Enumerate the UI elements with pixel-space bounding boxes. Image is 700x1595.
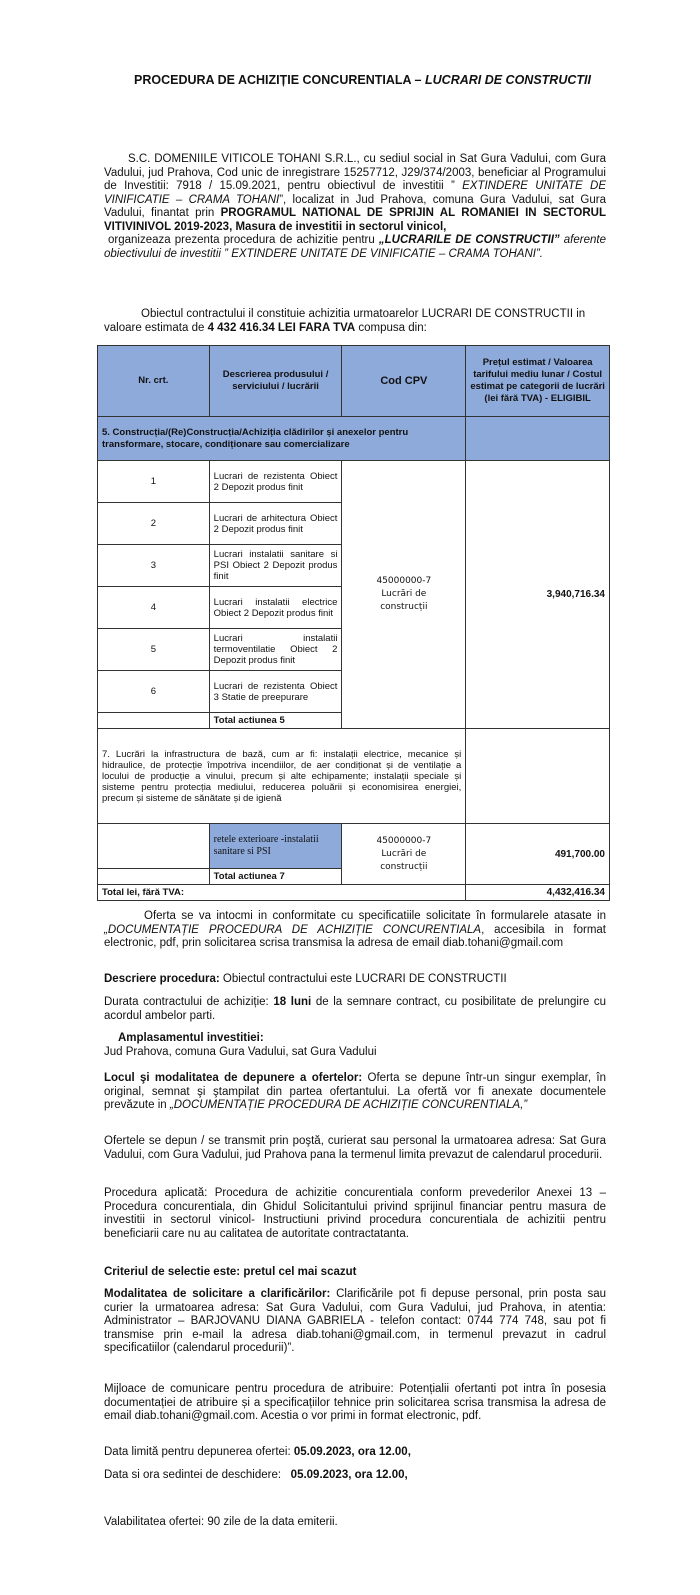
intro-objective: EXTINDERE UNITATE DE VINIFICATIE – CRAMA TOHANI xyxy=(104,180,606,206)
cpv1-desc: Lucrări de construcții xyxy=(380,589,428,612)
duration-rest: de la semnare contract, cu posibilitate de prelungire cu acordul ambelor parti. xyxy=(104,996,606,1022)
section5-label: 5. Construcția/(Re)Construcția/Achiziția clădirilor și anexelor pentru transformare, stocare, condiționare sau comercializare xyxy=(98,417,466,461)
validity-line xyxy=(104,1516,606,1530)
location-label: Amplasamentul investitiei: xyxy=(118,1032,264,1044)
intro-paragraph xyxy=(104,153,606,261)
criteria-text: Criteriul de selectie este: pretul cel mai scazut xyxy=(104,1266,357,1278)
cpv1-code: 45000000-7 xyxy=(376,576,432,586)
communication-text: Mijloace de comunicare pentru procedura de atribuire: Potențialii ofertanti pot intra în posesia documentației de atribuire și a specificațiilor tehnice prin solicitarea scrisa transmisa la adresa de email diab.tohani@gmail.com. Acestia o vor primi in format electronic, pdf. xyxy=(104,1383,606,1422)
intro-company: S.C. DOMENIILE VITICOLE TOHANI S.R.L., cu sediul social in Sat Gura Vadului, com Gura Vadului, jud Prahova, Cod unic de inregistrare 15257712, J29/374/2003, beneficiar al Programului de Investitii: 7918 / 15.09.2021, pentru obiectivul de investitii ” xyxy=(104,153,606,192)
location-block xyxy=(104,1032,606,1059)
table-header-row xyxy=(98,346,610,417)
row-nr: 1 xyxy=(98,461,210,503)
submission-para3-text: Procedura aplicată: Procedura de achizitie concurentiala conform prevederilor Anexei 13 – Procedura concurentiala, din Ghidul Solicitantului privind sprijinul financiar pentru masura de investitii in sectorul vinicol- Instructiuni privind procedura concurentiala de achizitii pentru beneficiarii care nu au calitatea de autoritate contractatanta. xyxy=(104,1187,606,1240)
clarifications-label: Modalitatea de solicitare a clarificărilor: xyxy=(104,1288,331,1300)
submission-label: Locul şi modalitatea de depunere a ofertelor: xyxy=(104,1072,363,1084)
deadline-label: Data limită pentru depunerea ofertei: xyxy=(104,1446,294,1458)
description-label: Descriere procedura: xyxy=(104,973,220,985)
opening-line xyxy=(104,1469,606,1483)
row-desc: Lucrari de arhitectura Obiect 2 Depozit produs finit xyxy=(209,503,342,545)
section7-row xyxy=(98,729,610,824)
page-title xyxy=(134,73,606,88)
opening-label: Data si ora sedintei de deschidere: xyxy=(104,1469,285,1481)
total5-empty xyxy=(98,713,210,729)
object-paragraph xyxy=(104,307,606,335)
submission-para2 xyxy=(104,1135,606,1162)
grand-total-label: Total lei, fără TVA: xyxy=(98,885,466,901)
intro-organizes: organizeaza prezenta procedura de achizitie pentru xyxy=(108,234,379,246)
total5-label: Total actiunea 5 xyxy=(209,713,342,729)
submission-doc: „DOCUMENTAȚIE PROCEDURA DE ACHIZIȚIE CONCURENTIALA,” xyxy=(169,1099,528,1111)
deadline-line xyxy=(104,1446,606,1460)
title-italic: LUCRARI DE CONSTRUCTII xyxy=(425,73,591,87)
submission-text: Oferta se depune într-un singur exemplar, în original, semnat şi ştampilat din partea ofertantului. La ofertă vor fi anexate documentele prevăzute in xyxy=(104,1072,606,1111)
offer-text: Oferta se va intocmi in conformitate cu specificatiile solicitate în formularele atasate in xyxy=(144,910,606,922)
communication-paragraph xyxy=(104,1383,606,1424)
opening-value: 05.09.2023, ora 12.00, xyxy=(290,1469,408,1481)
object-suffix: compusa din: xyxy=(355,322,427,334)
intro-location: ”, localizat in Jud Prahova, comuna Gura Vadului, sat Gura Vadului, finantat prin xyxy=(104,193,606,219)
clarifications-paragraph xyxy=(104,1288,606,1356)
cpv2-desc: Lucrări de construcții xyxy=(380,848,428,872)
row-nr: 6 xyxy=(98,671,210,713)
intro-aferente: aferente obiectivului de investitii ” EXTINDERE UNITATE DE VINIFICATIE – CRAMA TOHANI”. xyxy=(104,234,606,260)
offer-paragraph xyxy=(104,910,606,951)
object-value: 4 432 416.34 LEI FARA TVA xyxy=(207,322,356,334)
duration-text: Durata contractului de achiziție: xyxy=(104,996,274,1008)
cpv1-cell xyxy=(342,461,466,729)
offer-doc: „DOCUMENTAȚIE PROCEDURA DE ACHIZIȚIE CONCURENTIALA xyxy=(104,923,482,936)
cpv2-cell xyxy=(342,824,466,885)
item7-desc: retele exterioare -instalatii sanitare si PSI xyxy=(209,824,342,869)
location-text: Jud Prahova, comuna Gura Vadului, sat Gura Vadului xyxy=(104,1045,377,1058)
description-paragraph xyxy=(104,973,606,987)
row-desc: Lucrari de rezistenta Obiect 2 Depozit produs finit xyxy=(209,461,342,503)
section5-empty xyxy=(466,417,610,461)
intro-works: „LUCRARILE DE CONSTRUCTII” xyxy=(378,234,560,246)
title-main: PROCEDURA DE ACHIZIȚIE CONCURENTIALA – xyxy=(134,73,422,87)
submission-paragraph xyxy=(104,1072,606,1113)
header-cpv: Cod CPV xyxy=(342,346,466,417)
row-nr: 3 xyxy=(98,545,210,587)
total7-empty xyxy=(98,869,210,885)
object-text: Obiectul contractului il constituie achizitia urmatoarelor LUCRARI DE CONSTRUCTII in valoare estimata de xyxy=(104,308,586,334)
total7-label: Total actiunea 7 xyxy=(209,869,342,885)
row-desc: Lucrari de rezistenta Obiect 3 Statie de preepurare xyxy=(209,671,342,713)
row-nr: 4 xyxy=(98,587,210,629)
row-desc: Lucrari instalatii sanitare si PSI Obiect 2 Depozit produs finit xyxy=(209,545,342,587)
submission-para2-text: Ofertele se depun / se transmit prin poştă, curierat sau personal la urmatoarea adresa: Sat Gura Vadului, com Gura Vadului, jud Prahova pana la termenul limita prevazut de calendarul procedurii. xyxy=(104,1135,606,1161)
table-row xyxy=(98,461,610,503)
section5-row xyxy=(98,417,610,461)
validity-text: Valabilitatea ofertei: 90 zile de la data emiterii. xyxy=(104,1516,338,1528)
deadline-value: 05.09.2023, ora 12.00, xyxy=(293,1446,411,1458)
row-nr: 2 xyxy=(98,503,210,545)
item7-nr xyxy=(98,824,210,869)
cpv2-code: 45000000-7 xyxy=(376,835,432,846)
header-price: Prețul estimat / Valoarea tarifului mediu lunar / Costul estimat pe categorii de lucrări (lei fără TVA) - ELIGIBIL xyxy=(466,346,610,417)
grand-total-value: 4,432,416.34 xyxy=(466,885,610,901)
section7-label: 7. Lucrări la infrastructura de bază, cum ar fi: instalații electrice, mecanice și hidraulice, de protecție împotriva incendiilor, de aer condiționat și de ventilație a locului de producție a vinului, precum și alte echipamente; instalații speciale și sisteme pentru protecția mediului, reducerea poluării și economisirea energiei, precum și sisteme de sănătate și de igienă xyxy=(98,729,466,824)
row-desc: Lucrari instalatii termoventilatie Obiect 2 Depozit produs finit xyxy=(209,629,342,671)
submission-para3 xyxy=(104,1187,606,1241)
criteria-line xyxy=(104,1266,606,1280)
grand-total-row xyxy=(98,885,610,901)
value1-cell: 3,940,716.34 xyxy=(466,461,610,729)
value2-cell: 491,700.00 xyxy=(466,824,610,885)
table-row xyxy=(98,824,610,869)
section7-empty xyxy=(466,729,610,824)
header-desc: Descrierea produsului / serviciului / lucrării xyxy=(209,346,342,417)
intro-program: PROGRAMUL NATIONAL DE SPRIJIN AL ROMANIEI IN SECTORUL VITIVINIVOL 2019-2023, Masura de investitii in sectorul vinicol, xyxy=(104,207,606,233)
clarifications-text: Clarificările pot fi depuse personal, prin posta sau curier la urmatoarea adresa: Sat Gura Vadului, com Gura Vadului, jud Prahova, in atentia: Administrator – BARJOVANU DIANA GABRIELA - telefon contact: 0744 774 748, sau pot fi transmise prin e-mail la adresa diab.tohani@gmail.com, in termenul prevazut in cadrul specificatiilor (calendarul procedurii)”. xyxy=(104,1288,606,1354)
works-table xyxy=(97,345,610,901)
row-nr: 5 xyxy=(98,629,210,671)
offer-rest: , accesibila in format electronic, pdf, prin solicitarea scrisa transmisa la adresa de email diab.tohani@gmail.com xyxy=(104,923,606,949)
duration-paragraph xyxy=(104,996,606,1023)
duration-bold: 18 luni xyxy=(273,996,312,1008)
description-text: Obiectul contractului este LUCRARI DE CONSTRUCTII xyxy=(219,973,507,985)
header-nr: Nr. crt. xyxy=(98,346,210,417)
row-desc: Lucrari instalatii electrice Obiect 2 Depozit produs finit xyxy=(209,587,342,629)
